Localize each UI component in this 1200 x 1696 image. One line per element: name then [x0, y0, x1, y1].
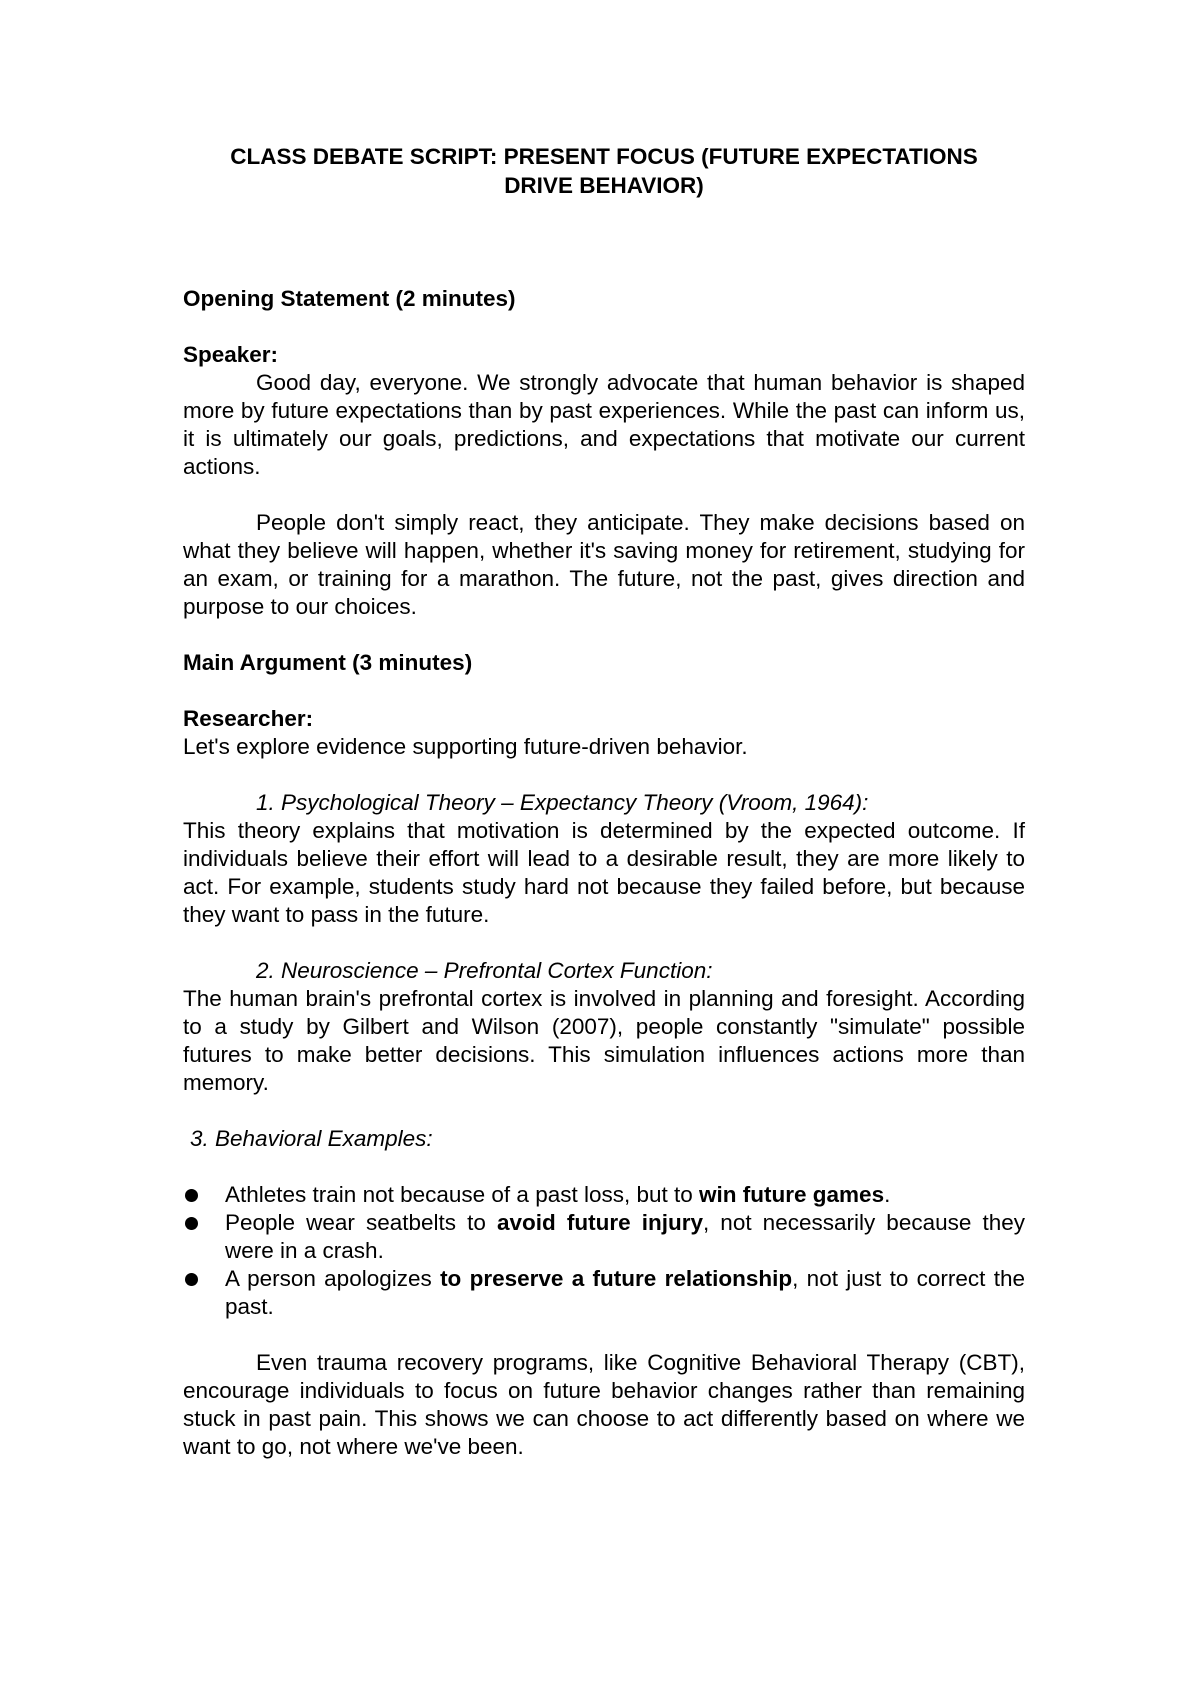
list-item: [183, 1181, 1025, 1209]
bullet-text-bold: to preserve a future relationship: [440, 1266, 793, 1291]
opening-paragraph-2: People don't simply react, they anticipate. They make decisions based on what they believe will happen, whether it's saving money for retirement, studying for an exam, or training for a marathon. The future, not the past, gives direction and purpose to our choices.: [183, 510, 1025, 619]
point-1-text: This theory explains that motivation is determined by the expected outcome. If individuals believe their effort will lead to a desirable result, they are more likely to act. For example, students study hard not because they failed before, but because they want to pass in the future.: [183, 818, 1025, 927]
bullet-icon: [185, 1189, 198, 1202]
main-argument-heading: Main Argument (3 minutes): [183, 650, 473, 675]
behavioral-examples-list: [183, 1181, 1025, 1321]
list-item: [183, 1265, 1025, 1321]
bullet-icon: [185, 1217, 198, 1230]
bullet-text-bold: win future games: [699, 1182, 885, 1207]
researcher-label: Researcher:: [183, 706, 314, 731]
point-3-title: 3. Behavioral Examples:: [190, 1126, 433, 1151]
bullet-text-before: People wear seatbelts to: [225, 1210, 498, 1235]
list-item: [183, 1209, 1025, 1265]
closing-paragraph: Even trauma recovery programs, like Cognitive Behavioral Therapy (CBT), encourage individuals to focus on future behavior changes rather than remaining stuck in past pain. This shows we can choose to act differently based on where we want to go, not where we've been.: [183, 1350, 1025, 1459]
document-title: [183, 142, 1025, 200]
point-1-title: 1. Psychological Theory – Expectancy Theory (Vroom, 1964):: [256, 790, 869, 815]
bullet-text-after: , not just to correct the past.: [225, 1266, 1025, 1319]
title-line-1: CLASS DEBATE SCRIPT: PRESENT FOCUS (FUTURE EXPECTATIONS: [230, 144, 978, 169]
speaker-label: Speaker:: [183, 342, 279, 367]
opening-paragraph-1: Good day, everyone. We strongly advocate that human behavior is shaped more by future expectations than by past experiences. While the past can inform us, it is ultimately our goals, predictions, and expectations that motivate our current actions.: [183, 370, 1025, 479]
bullet-icon: [185, 1273, 198, 1286]
bullet-text-before: Athletes train not because of a past loss, but to: [225, 1182, 700, 1207]
bullet-text-bold: avoid future injury: [497, 1210, 703, 1235]
bullet-text-after: , not necessarily because they were in a crash.: [225, 1210, 1025, 1263]
opening-heading: Opening Statement (2 minutes): [183, 286, 516, 311]
title-line-2: DRIVE BEHAVIOR): [504, 173, 704, 198]
point-2-text: The human brain's prefrontal cortex is involved in planning and foresight. According to a study by Gilbert and Wilson (2007), people constantly "simulate" possible futures to make better decisions. This simulation influences actions more than memory.: [183, 986, 1025, 1095]
bullet-text-after: .: [884, 1182, 891, 1207]
main-intro: Let's explore evidence supporting future-driven behavior.: [183, 734, 748, 759]
point-2-title: 2. Neuroscience – Prefrontal Cortex Function:: [256, 958, 713, 983]
document-content: [183, 142, 1025, 1461]
bullet-text-before: A person apologizes: [225, 1266, 441, 1291]
